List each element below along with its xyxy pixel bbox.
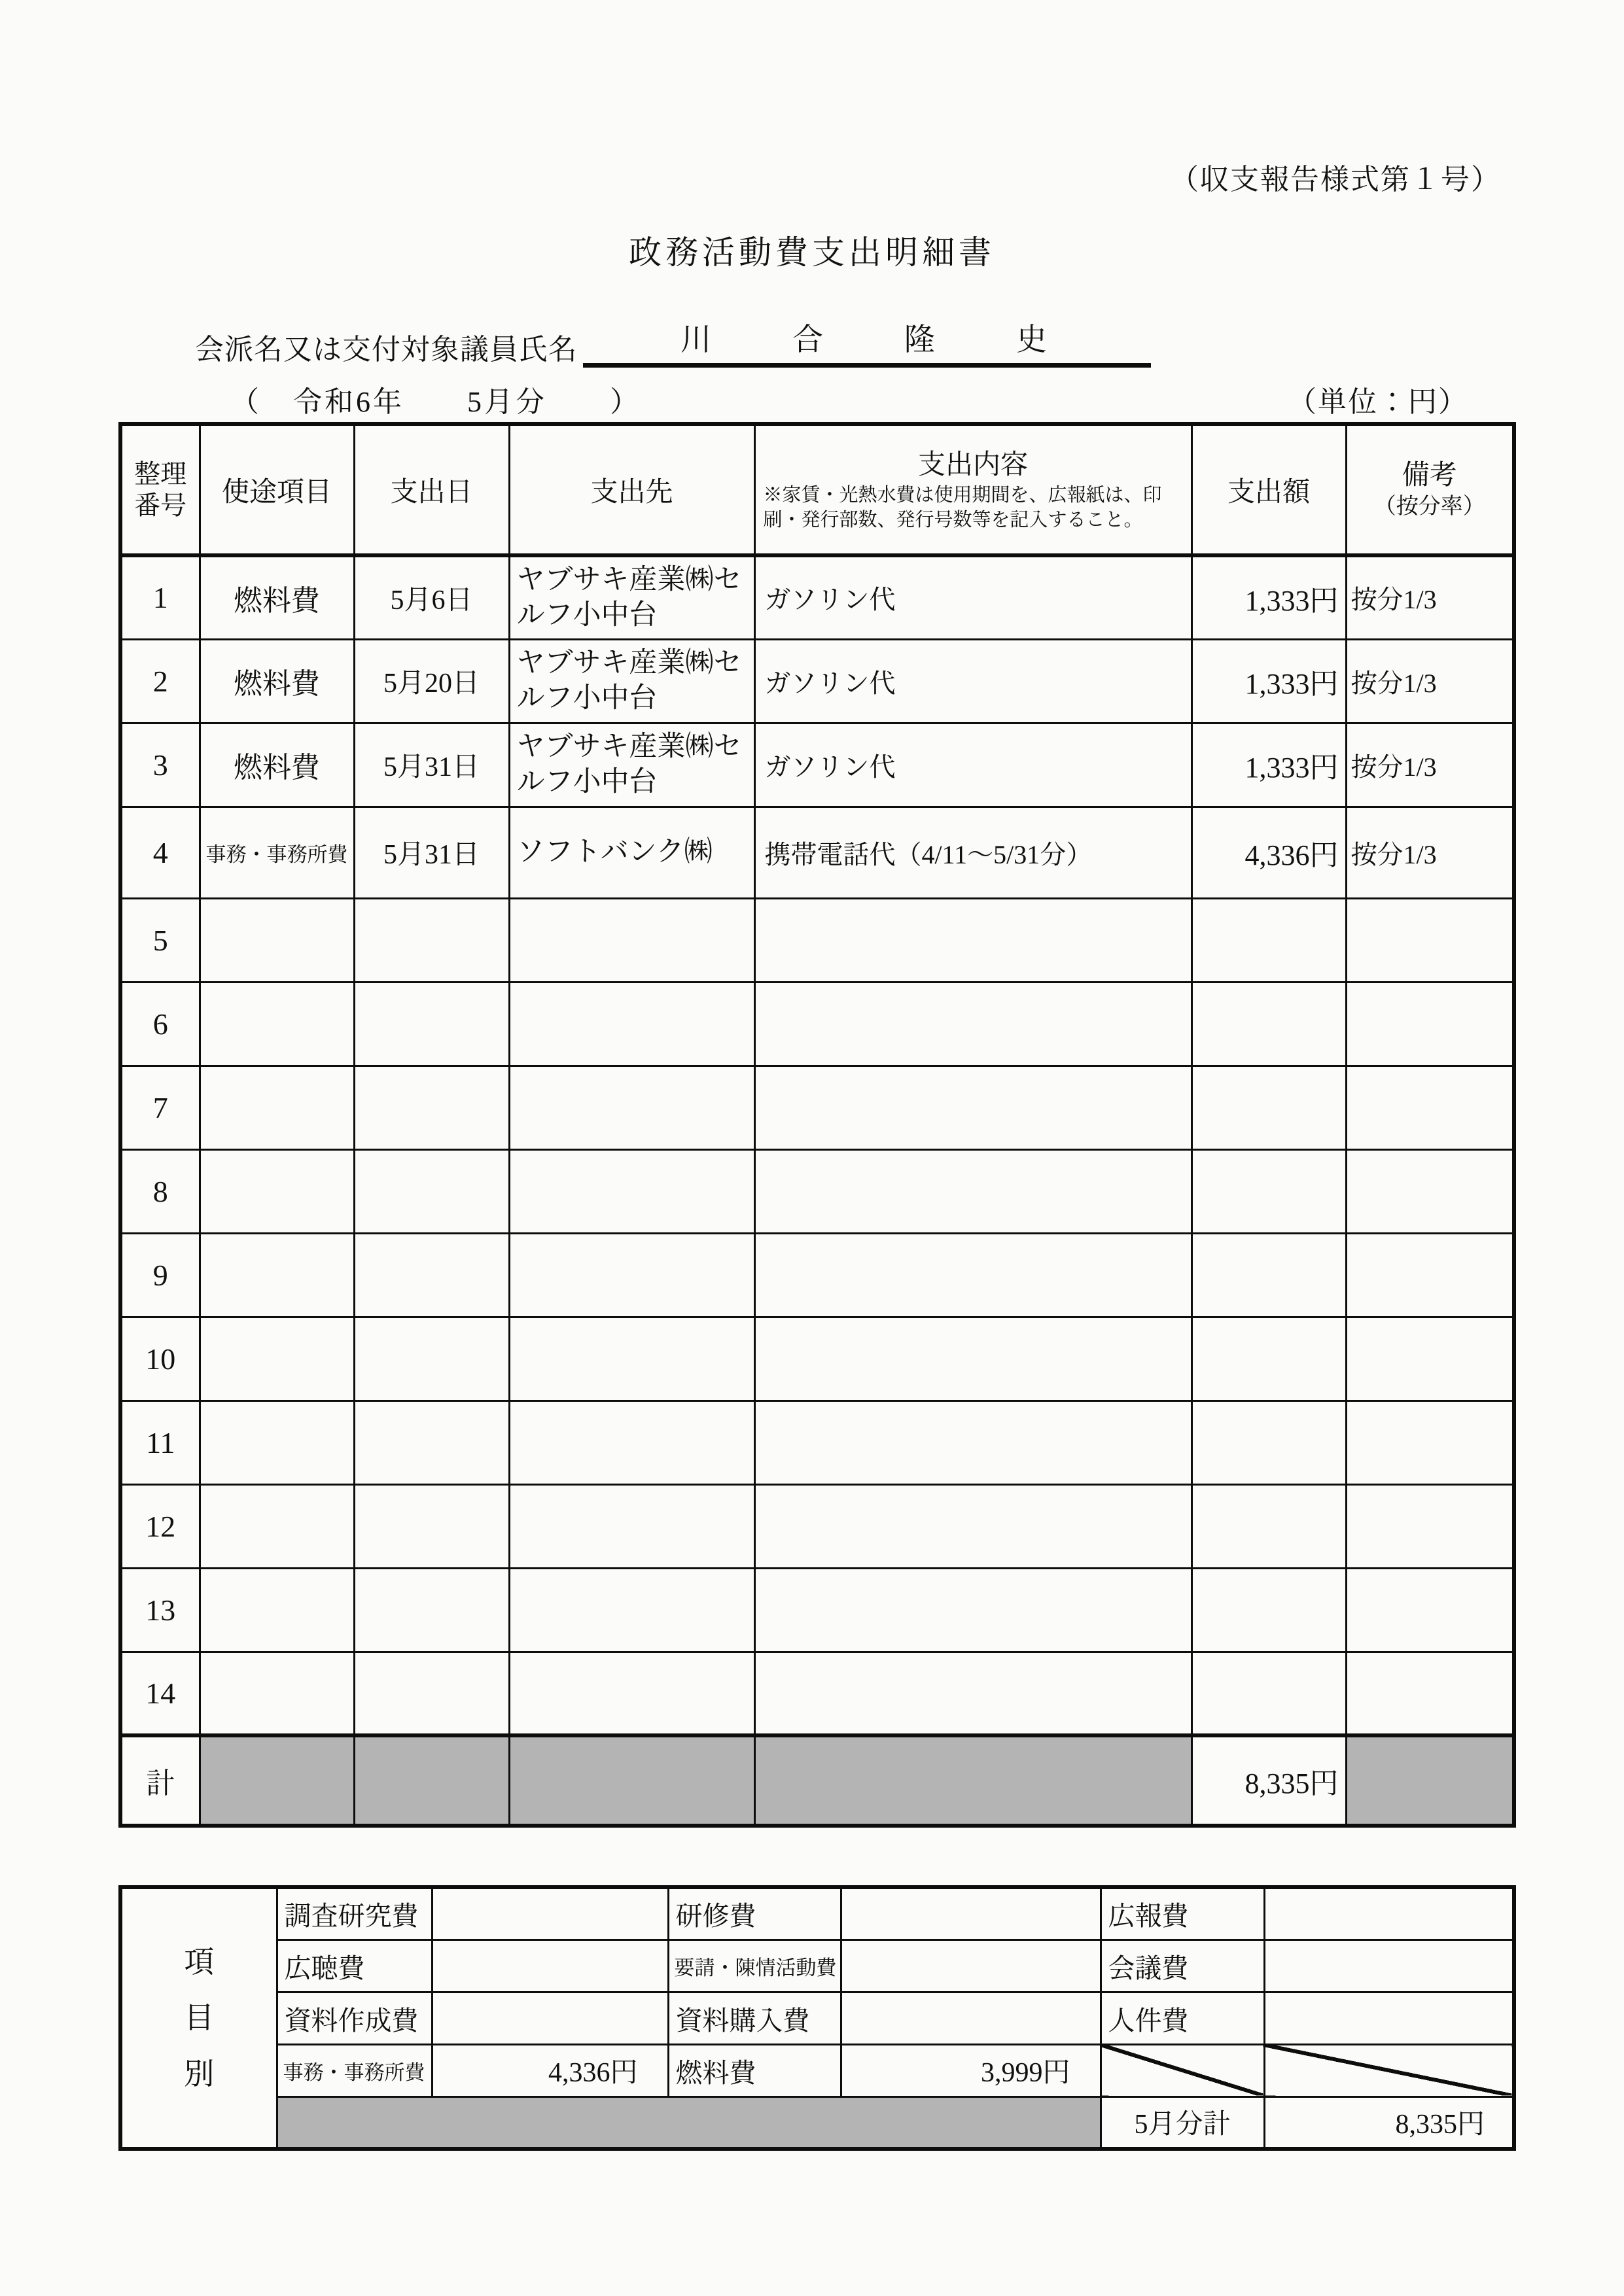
cell-amount (1192, 1317, 1346, 1400)
breakdown-total-label: 5月分計 (1101, 2096, 1264, 2149)
table-row-empty (120, 1484, 1514, 1568)
breakdown-row (120, 1887, 1514, 1939)
cell-date: 5月31日 (354, 723, 509, 807)
cell-date (354, 1233, 509, 1317)
cell-amount (1192, 1233, 1346, 1317)
table-row-empty (120, 1066, 1514, 1149)
unit-note: （単位：円） (1288, 386, 1468, 418)
breakdown-side-label-cell (120, 1887, 277, 2149)
cell-detail: ガソリン代 (754, 555, 1192, 639)
cell-remark (1346, 982, 1514, 1066)
cell-detail (754, 982, 1192, 1066)
total-filler-cell (754, 1735, 1192, 1826)
breakdown-value: 4,336円 (432, 2044, 668, 2096)
header-payee: 支出先 (509, 424, 754, 555)
cell-remark: 按分1/3 (1346, 723, 1514, 807)
cell-item (200, 1400, 354, 1484)
breakdown-side-label: 項目別 (184, 1945, 215, 2091)
header-remark (1346, 424, 1514, 555)
diagonal-blank-cell (1101, 2044, 1264, 2096)
cell-remark (1346, 1317, 1514, 1400)
cell-date: 5月31日 (354, 807, 509, 898)
cell-no: 14 (120, 1652, 200, 1735)
table-total-row (120, 1735, 1514, 1826)
header-amount: 支出額 (1192, 424, 1346, 555)
cell-payee: ヤブサキ産業㈱セルフ小中台 (509, 555, 754, 639)
cell-date (354, 1400, 509, 1484)
cell-no: 2 (120, 639, 200, 723)
cell-payee: ヤブサキ産業㈱セルフ小中台 (509, 639, 754, 723)
cell-amount (1192, 1568, 1346, 1652)
cell-detail (754, 898, 1192, 982)
breakdown-label: 資料購入費 (668, 1992, 841, 2044)
cell-no: 9 (120, 1233, 200, 1317)
cell-remark: 按分1/3 (1346, 639, 1514, 723)
breakdown-total-value: 8,335円 (1264, 2096, 1514, 2149)
breakdown-value (841, 1939, 1101, 1992)
member-name-label: 会派名又は交付対象議員氏名 (195, 334, 578, 366)
breakdown-label: 資料作成費 (277, 1992, 432, 2044)
breakdown-value: 3,999円 (841, 2044, 1101, 2096)
cell-date (354, 1652, 509, 1735)
member-name-value: 川 合 隆 史 (583, 315, 1151, 368)
cell-detail: 携帯電話代（4/11～5/31分） (754, 807, 1192, 898)
table-row (120, 807, 1514, 898)
breakdown-value (432, 1939, 668, 1992)
cell-amount (1192, 1652, 1346, 1735)
breakdown-total-filler (277, 2096, 1101, 2149)
cell-remark: 按分1/3 (1346, 807, 1514, 898)
cell-payee (509, 1149, 754, 1233)
form-number-note: （収支報告様式第１号） (1170, 164, 1501, 196)
cell-no: 1 (120, 555, 200, 639)
breakdown-label: 広聴費 (277, 1939, 432, 1992)
category-breakdown-table (118, 1885, 1516, 2151)
breakdown-row (120, 1939, 1514, 1992)
breakdown-label: 燃料費 (668, 2044, 841, 2096)
breakdown-label: 要請・陳情活動費 (668, 1939, 841, 1992)
cell-item: 燃料費 (200, 723, 354, 807)
table-row-empty (120, 1652, 1514, 1735)
header-detail-note: ※家賃・光熱水費は使用期間を、広報紙は、印刷・発行部数、発行号数等を記入すること。 (763, 484, 1162, 531)
table-header-row (120, 424, 1514, 555)
table-row-empty (120, 1400, 1514, 1484)
cell-date: 5月6日 (354, 555, 509, 639)
breakdown-value (1264, 1939, 1514, 1992)
cell-amount (1192, 1400, 1346, 1484)
cell-payee (509, 1568, 754, 1652)
cell-remark (1346, 1652, 1514, 1735)
breakdown-value (432, 1887, 668, 1939)
cell-date (354, 1484, 509, 1568)
cell-no: 10 (120, 1317, 200, 1400)
page-title: 政務活動費支出明細書 (629, 234, 995, 271)
member-name-line (195, 315, 1151, 368)
table-row-empty (120, 982, 1514, 1066)
cell-payee (509, 898, 754, 982)
cell-item (200, 1484, 354, 1568)
total-amount: 8,335円 (1192, 1735, 1346, 1826)
cell-payee: ヤブサキ産業㈱セルフ小中台 (509, 723, 754, 807)
breakdown-value (1264, 1992, 1514, 2044)
table-row-empty (120, 1568, 1514, 1652)
cell-item (200, 1233, 354, 1317)
cell-date (354, 898, 509, 982)
cell-item (200, 898, 354, 982)
header-date: 支出日 (354, 424, 509, 555)
cell-no: 11 (120, 1400, 200, 1484)
cell-item (200, 1149, 354, 1233)
cell-amount (1192, 1149, 1346, 1233)
header-remark-title: 備考 (1402, 461, 1457, 491)
cell-date (354, 1317, 509, 1400)
cell-item (200, 1066, 354, 1149)
total-filler-cell (354, 1735, 509, 1826)
breakdown-row (120, 2044, 1514, 2096)
cell-payee (509, 1233, 754, 1317)
breakdown-label: 研修費 (668, 1887, 841, 1939)
cell-no: 3 (120, 723, 200, 807)
breakdown-row (120, 1992, 1514, 2044)
cell-no: 12 (120, 1484, 200, 1568)
breakdown-value (1264, 1887, 1514, 1939)
cell-amount: 1,333円 (1192, 723, 1346, 807)
header-no: 整理番号 (120, 424, 200, 555)
cell-remark (1346, 898, 1514, 982)
cell-payee (509, 1066, 754, 1149)
table-row (120, 555, 1514, 639)
cell-amount: 4,336円 (1192, 807, 1346, 898)
cell-amount: 1,333円 (1192, 555, 1346, 639)
table-row-empty (120, 1317, 1514, 1400)
table-row (120, 639, 1514, 723)
cell-detail (754, 1317, 1192, 1400)
cell-amount (1192, 1066, 1346, 1149)
breakdown-value (432, 1992, 668, 2044)
header-item: 使途項目 (200, 424, 354, 555)
cell-item: 燃料費 (200, 555, 354, 639)
total-label: 計 (120, 1735, 200, 1826)
cell-payee (509, 1484, 754, 1568)
breakdown-label: 人件費 (1101, 1992, 1264, 2044)
cell-amount (1192, 898, 1346, 982)
cell-detail (754, 1400, 1192, 1484)
cell-remark (1346, 1066, 1514, 1149)
table-row-empty (120, 1149, 1514, 1233)
diagonal-blank-cell (1264, 2044, 1514, 2096)
cell-remark (1346, 1233, 1514, 1317)
cell-payee: ソフトバンク㈱ (509, 807, 754, 898)
breakdown-value (841, 1992, 1101, 2044)
cell-payee (509, 982, 754, 1066)
header-detail (754, 424, 1192, 555)
cell-payee (509, 1652, 754, 1735)
breakdown-label: 事務・事務所費 (277, 2044, 432, 2096)
cell-date (354, 1066, 509, 1149)
breakdown-label: 調査研究費 (277, 1887, 432, 1939)
header-detail-title: 支出内容 (917, 449, 1028, 480)
cell-item (200, 1652, 354, 1735)
cell-remark (1346, 1149, 1514, 1233)
expense-detail-table (118, 422, 1516, 1828)
cell-no: 4 (120, 807, 200, 898)
breakdown-value (841, 1887, 1101, 1939)
cell-date (354, 982, 509, 1066)
table-row-empty (120, 1233, 1514, 1317)
table-row (120, 723, 1514, 807)
cell-detail (754, 1149, 1192, 1233)
breakdown-total-row (120, 2096, 1514, 2149)
cell-remark: 按分1/3 (1346, 555, 1514, 639)
cell-date: 5月20日 (354, 639, 509, 723)
cell-detail (754, 1484, 1192, 1568)
cell-no: 8 (120, 1149, 200, 1233)
cell-item: 事務・事務所費 (200, 807, 354, 898)
cell-detail (754, 1233, 1192, 1317)
total-filler-cell (1346, 1735, 1514, 1826)
breakdown-label: 広報費 (1101, 1887, 1264, 1939)
cell-detail: ガソリン代 (754, 639, 1192, 723)
cell-payee (509, 1400, 754, 1484)
total-filler-cell (509, 1735, 754, 1826)
cell-remark (1346, 1568, 1514, 1652)
cell-remark (1346, 1400, 1514, 1484)
cell-no: 7 (120, 1066, 200, 1149)
cell-detail (754, 1066, 1192, 1149)
cell-detail: ガソリン代 (754, 723, 1192, 807)
breakdown-label: 会議費 (1101, 1939, 1264, 1992)
cell-detail (754, 1652, 1192, 1735)
cell-no: 6 (120, 982, 200, 1066)
cell-remark (1346, 1484, 1514, 1568)
cell-item (200, 1568, 354, 1652)
total-filler-cell (200, 1735, 354, 1826)
table-row-empty (120, 898, 1514, 982)
cell-item (200, 1317, 354, 1400)
report-period: （ 令和6年 5月分 ） (230, 386, 641, 418)
cell-amount (1192, 1484, 1346, 1568)
cell-item: 燃料費 (200, 639, 354, 723)
cell-detail (754, 1568, 1192, 1652)
cell-item (200, 982, 354, 1066)
cell-amount: 1,333円 (1192, 639, 1346, 723)
cell-date (354, 1149, 509, 1233)
cell-payee (509, 1317, 754, 1400)
cell-amount (1192, 982, 1346, 1066)
cell-no: 13 (120, 1568, 200, 1652)
header-remark-sub: （按分率） (1373, 494, 1485, 519)
cell-date (354, 1568, 509, 1652)
cell-no: 5 (120, 898, 200, 982)
